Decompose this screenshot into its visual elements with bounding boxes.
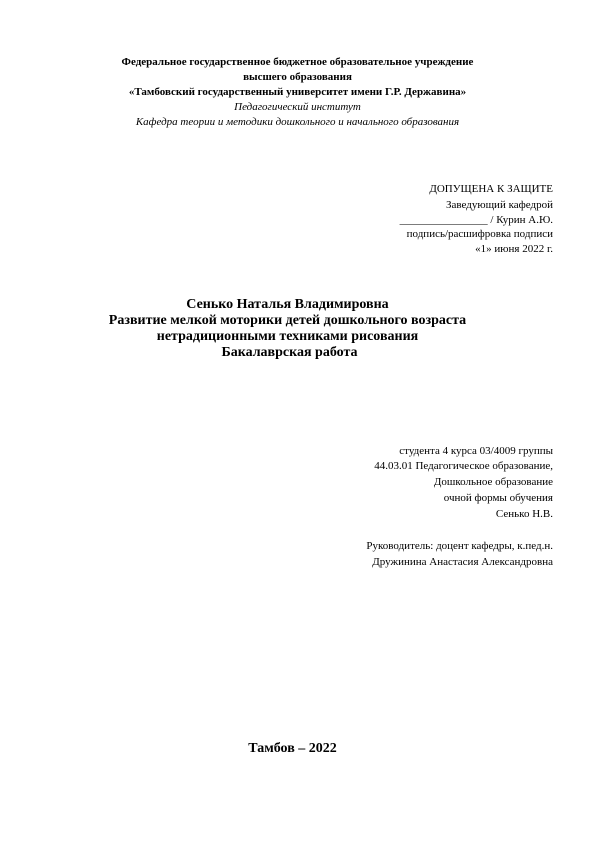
city-year: Тамбов – 2022 (248, 741, 337, 756)
university-name: «Тамбовский государственный университет имени Г.Р. Державина» (128, 86, 467, 98)
student-course-group: студента 4 курса 03/4009 группы (399, 445, 553, 457)
institution-line-1: Федеральное государственное бюджетное образовательное учреждение (121, 56, 474, 68)
author-name: Сенько Наталья Владимировна (186, 297, 389, 312)
student-name: Сенько Н.В. (495, 508, 553, 520)
approval-role: Заведующий кафедрой (446, 199, 553, 211)
supervisor-position: Руководитель: доцент кафедры, к.пед.н. (366, 540, 553, 552)
supervisor-name: Дружинина Анастасия Александровна (372, 556, 553, 568)
approval-title: ДОПУЩЕНА К ЗАЩИТЕ (429, 183, 553, 195)
student-program: 44.03.01 Педагогическое образование, (374, 460, 553, 472)
signature-line: ________________ / Курин А.Ю. (399, 214, 553, 226)
institute-name: Педагогический институт (234, 101, 361, 113)
approval-date: «1» июня 2022 г. (475, 243, 553, 255)
student-profile: Дошкольное образование (433, 476, 553, 488)
department-name: Кафедра теории и методики дошкольного и начального образования (135, 116, 460, 128)
work-title-line-1: Развитие мелкой моторики детей дошкольного возраста (108, 313, 467, 328)
institution-line-2: высшего образования (243, 71, 352, 83)
work-title-line-2: нетрадиционными техниками рисования (156, 329, 419, 344)
student-study-form: очной формы обучения (443, 492, 553, 504)
work-type: Бакалаврская работа (221, 345, 358, 360)
signature-caption: подпись/расшифровка подписи (406, 228, 553, 240)
